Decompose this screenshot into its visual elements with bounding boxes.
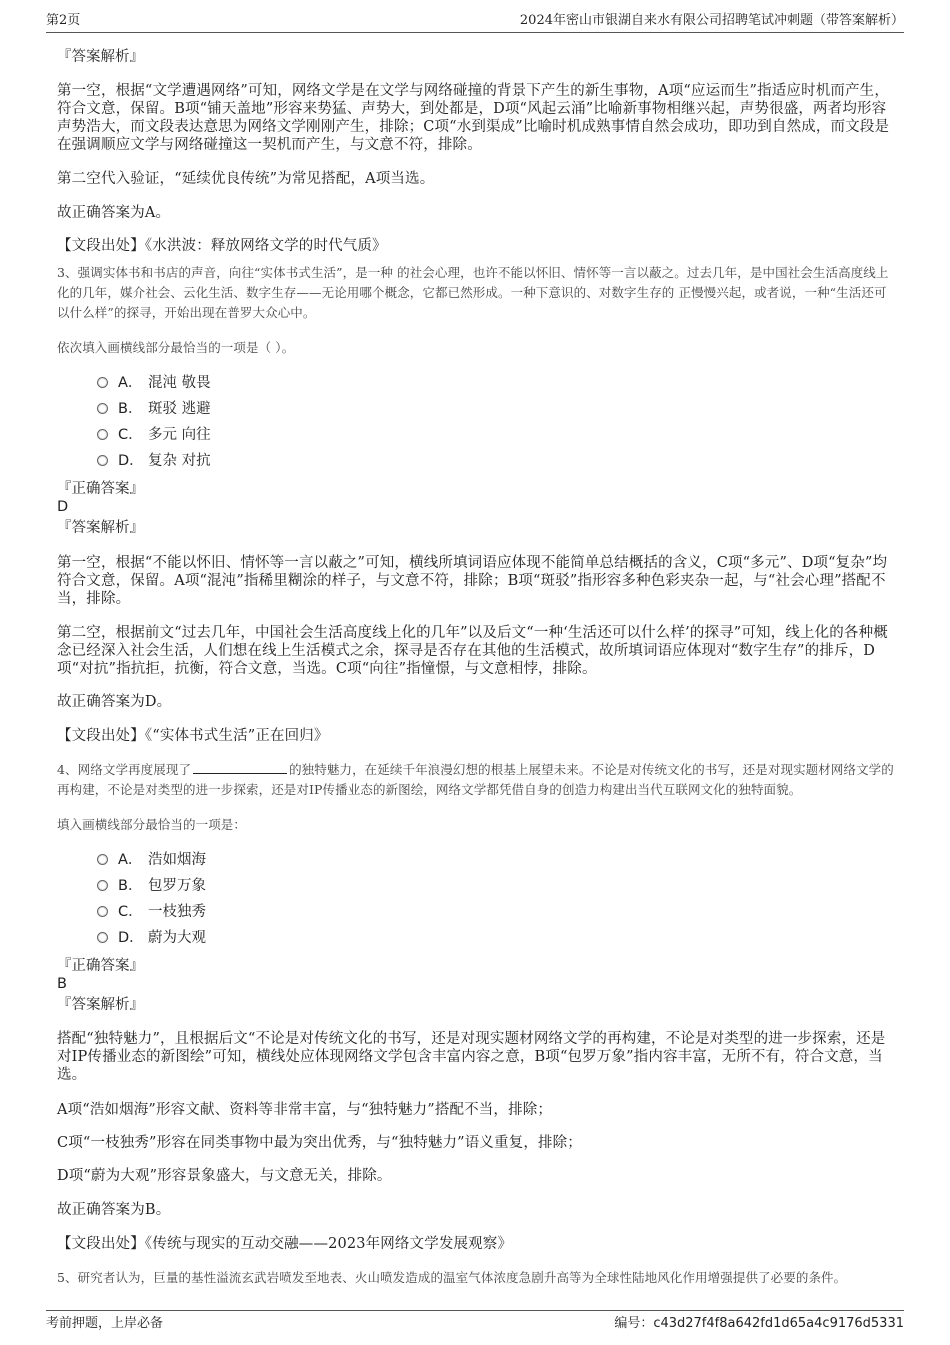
- document-title: 2024年密山市银湖自来水有限公司招聘笔试冲刺题（带答案解析）: [519, 13, 904, 28]
- option-letter: B．: [118, 401, 143, 417]
- page-number: 第2页: [46, 13, 81, 28]
- option-letter: C．: [118, 904, 143, 920]
- q4-source: 【文段出处】《传统与现实的互动交融——2023年网络文学发展观察》: [57, 1236, 513, 1252]
- option-text: 斑驳 逃避: [148, 401, 211, 417]
- radio-icon[interactable]: [97, 906, 108, 917]
- q3-option-a[interactable]: [97, 374, 211, 392]
- footer-slogan: 考前押题，上岸必备: [46, 1316, 164, 1331]
- q3-analysis-p2: 第二空，根据前文“过去几年，中国社会生活高度线上化的几年”以及后文“一种‘生活还可以什么样’的探寻”可知，线上化的各种概念已经深入社会生活，人们想在线上生活模式之余，探寻是否存在其他的生活模式，故所填词语应体现对“数字生存”的排斥，D项“对抗”指抗拒，抗衡，符合文意，当选。C项“向往”指憧憬，与文意相悖，排除。: [57, 625, 888, 677]
- q3-analysis-p3: 故正确答案为D。: [57, 694, 172, 710]
- option-text: 混沌 敬畏: [148, 375, 211, 391]
- q4-analysis-p4: D项“蔚为大观”形容景象盛大，与文意无关，排除。: [57, 1168, 392, 1184]
- option-letter: A．: [118, 852, 143, 868]
- q2-analysis-p2: 第二空代入验证，“延续优良传统”为常见搭配，A项当选。: [57, 171, 435, 187]
- q4-analysis-p1: 搭配“独特魅力”，且根据后文“不论是对传统文化的书写，还是对现实题材网络文学的再构建，不论是对类型的进一步探索，还是对IP传播业态的新图绘”可知，横线处应体现网络文学包含丰富内容之意，B项“包罗万象”指内容丰富，无所不有，符合文意，当选。: [57, 1031, 886, 1083]
- q3-answer-label: 『正确答案』: [57, 481, 144, 497]
- q3-answer: D: [57, 499, 69, 515]
- q4-analysis-p5: 故正确答案为B。: [57, 1202, 171, 1218]
- q3-option-c[interactable]: [97, 426, 211, 444]
- page-footer: [46, 1310, 904, 1333]
- radio-icon[interactable]: [97, 455, 108, 466]
- radio-icon[interactable]: [97, 932, 108, 943]
- radio-icon[interactable]: [97, 854, 108, 865]
- q3-option-b[interactable]: [97, 400, 211, 418]
- q4-analysis-p2: A项“浩如烟海”形容文献、资料等非常丰富，与“独特魅力”搭配不当，排除；: [57, 1102, 553, 1118]
- radio-icon[interactable]: [97, 377, 108, 388]
- option-text: 蔚为大观: [148, 930, 206, 946]
- q4-analysis-label: 『答案解析』: [57, 997, 144, 1013]
- q4-option-c[interactable]: [97, 903, 206, 921]
- option-letter: B．: [118, 878, 143, 894]
- q2-analysis-p1: 第一空，根据“文学遭遇网络”可知，网络文学是在文学与网络碰撞的背景下产生的新生事物，A项“应运而生”指适应时机而产生，符合文意，保留。B项“铺天盖地”形容来势猛、声势大，到处都是，D项“风起云涌”比喻新事物相继兴起，声势很盛，两者均形容声势浩大，而文段表达意思为网络文学刚刚产生，排除；C项“水到渠成”比喻时机成熟事情自然会成功，即功到自然成，而文段是在强调顺应文学与网络碰撞这一契机而产生，与文意不符，排除。: [57, 83, 890, 153]
- option-text: 一枝独秀: [148, 904, 206, 920]
- q4-stem-before: 4、网络文学再度展现了: [57, 762, 192, 777]
- radio-icon[interactable]: [97, 880, 108, 891]
- q4-option-b[interactable]: [97, 877, 206, 895]
- q3-stem: 3、强调实体书和书店的声音，向往“实体书式生活”，是一种 的社会心理，也许不能以怀旧、情怀等一言以蔽之。过去几年，是中国社会生活高度线上化的几年，媒介社会、云化生活、数字生存——无论用哪个概念，它都已然形成。一种下意识的、对数字生存的 正慢慢兴起，或者说，一种“生活还可以什么样”的探寻，开始出现在普罗大众心中。: [57, 265, 889, 320]
- option-text: 包罗万象: [148, 878, 206, 894]
- q3-analysis-p1: 第一空，根据“不能以怀旧、情怀等一言以蔽之”可知，横线所填词语应体现不能简单总结概括的含义，C项“多元”、D项“复杂”均符合文意，保留。A项“混沌”指稀里糊涂的样子，与文意不符，排除；B项“斑驳”指形容多种色彩夹杂一起，与“社会心理”搭配不当，排除。: [57, 555, 888, 607]
- option-letter: D．: [118, 930, 144, 946]
- q3-source: 【文段出处】《“实体书式生活”正在回归》: [57, 728, 329, 744]
- q3-prompt: 依次填入画横线部分最恰当的一项是（ ）。: [57, 340, 295, 355]
- option-letter: D．: [118, 453, 144, 469]
- q2-source: 【文段出处】《水洪波：释放网络文学的时代气质》: [57, 238, 387, 254]
- q3-option-d[interactable]: [97, 452, 211, 470]
- q3-analysis-label: 『答案解析』: [57, 520, 144, 536]
- q4-option-d[interactable]: [97, 929, 206, 947]
- option-text: 复杂 对抗: [148, 453, 211, 469]
- q4-option-a[interactable]: [97, 851, 206, 869]
- q2-analysis-label: 『答案解析』: [57, 49, 144, 65]
- q4-stem-after: 的独特魅力，在延续千年浪漫幻想的根基上展望未来。不论是对传统文化的书写，还是对现实题材网络文学的再构建，不论是对类型的进一步探索，还是对IP传播业态的新图绘，网络文学都凭借自身的创造力构建出当代互联网文化的独特面貌。: [57, 762, 894, 797]
- radio-icon[interactable]: [97, 429, 108, 440]
- option-letter: C．: [118, 427, 143, 443]
- q2-analysis-p3: 故正确答案为A。: [57, 205, 171, 221]
- q4-prompt: 填入画横线部分最恰当的一项是：: [57, 817, 247, 832]
- option-text: 浩如烟海: [148, 852, 206, 868]
- q4-stem: [57, 760, 897, 800]
- document-id: 编号：c43d27f4f8a642fd1d65a4c9176d5331: [614, 1316, 904, 1331]
- q5-stem: 5、研究者认为，巨量的基性溢流玄武岩喷发至地表、火山喷发造成的温室气体浓度急剧升高等为全球性陆地风化作用增强提供了必要的条件。: [57, 1270, 847, 1285]
- q4-answer: B: [57, 976, 67, 992]
- option-text: 多元 向往: [148, 427, 211, 443]
- option-letter: A．: [118, 375, 143, 391]
- q4-answer-label: 『正确答案』: [57, 958, 144, 974]
- page-header: [46, 10, 904, 33]
- fill-blank-line: [193, 761, 287, 774]
- radio-icon[interactable]: [97, 403, 108, 414]
- q4-analysis-p3: C项“一枝独秀”形容在同类事物中最为突出优秀，与“独特魅力”语义重复，排除；: [57, 1135, 582, 1151]
